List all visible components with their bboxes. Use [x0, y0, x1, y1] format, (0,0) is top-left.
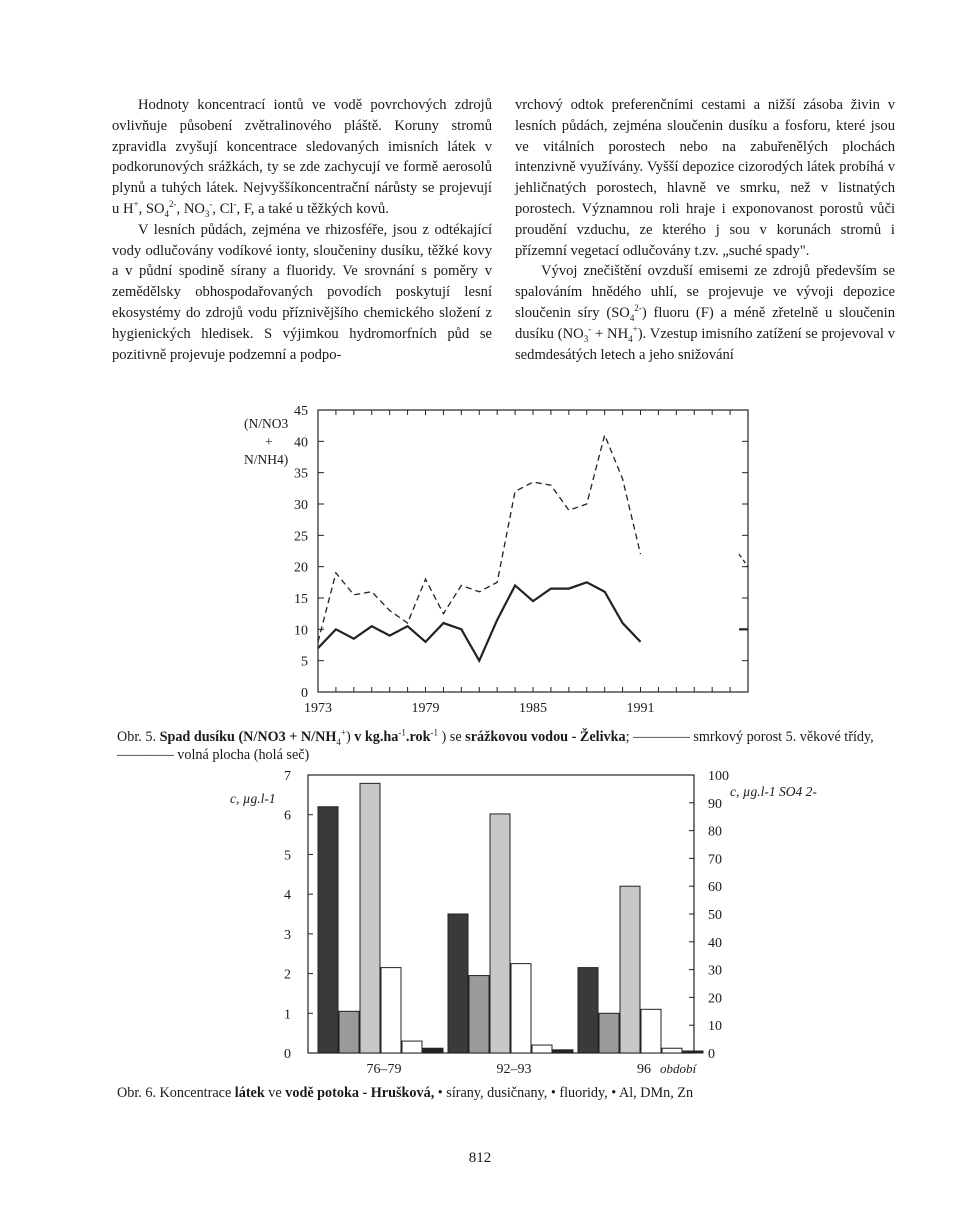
- fig5-xtick-label: 1973: [304, 701, 332, 716]
- fig6-bar-DMn: [402, 1041, 422, 1053]
- fig6-right-tick-label: 20: [708, 991, 722, 1007]
- right-paragraph-1: vrchový odtok preferenčními cestami a nižší zásoba živin v lesních půdách, zejména sloučenin dusíku a fosforu, které jsou ve vitálních porostech nebo na zabuřenělých plochách intenzivně využívány. Vyšší depozice cizorodých látek probíhá v jehličnatých porostech, hlavně ve smrku, než v listnatých porostech. Významnou roli hraje i exponovanost porostů vůči proudění vzduchu, ze kterého j sou v korunách stromů i přízemní vegetací odlučovány t.zv. „suché spady".: [515, 97, 895, 259]
- fig6-bar-Al: [578, 968, 598, 1053]
- fig6-left-tick-label: 3: [284, 927, 291, 943]
- fig6-bar-Al: [448, 914, 468, 1053]
- fig6-right-tick-label: 80: [708, 824, 722, 840]
- fig6-right-tick-label: 60: [708, 880, 722, 896]
- fig6-bar-sírany: [620, 886, 640, 1053]
- fig5-xtick-label: 1985: [519, 701, 547, 716]
- fig6-right-tick-label: 30: [708, 963, 722, 979]
- fig6-bar-sírany: [490, 814, 510, 1053]
- fig6-left-tick-label: 5: [284, 848, 291, 864]
- fig6-left-tick-label: 6: [284, 808, 291, 824]
- fig5-ytick-label: 25: [294, 529, 308, 545]
- fig6-bar-Zn: [553, 1050, 573, 1053]
- fig5-ylabel-line: (N/NO3: [244, 416, 289, 431]
- fig6-left-axis-label: c, µg.l-1: [230, 791, 276, 806]
- fig6-right-tick-label: 50: [708, 908, 722, 923]
- left-paragraph-2: V lesních půdách, zejména ve rhizosféře, jsou z odtékající vody odlučovány vodíkové ionty, sloučeniny dusíku, těžké kovy a v půdní spodině sírany a fluoridy. Ve srovnání s poměry v zemědělsky obhospodařovaných povodích poskytují lesní ekosystémy do zdrojů vodu příznivějšího chemického složení z hygienických hledisek. S výjimkou hydromorfních půd se pozitivně projevuje podzemní a podpo-: [112, 221, 492, 363]
- fig6-bar-fluoridy: [381, 968, 401, 1053]
- fig5-ytick-label: 40: [294, 435, 308, 451]
- fig6-right-tick-label: 70: [708, 852, 722, 868]
- fig5-xtick-label: 1991: [626, 701, 655, 716]
- fig5-ytick-label: 15: [294, 592, 308, 607]
- fig6-left-tick-label: 7: [284, 769, 291, 784]
- fig5-ylabel-line: +: [265, 434, 273, 449]
- left-paragraph-1: Hodnoty koncentrací iontů ve vodě povrchových zdrojů ovlivňuje působení zvětralinového pláště. Koruny stromů zpravidla zvyšují koncentrace sledovaných imisních látek v podkorunových srážkách, ty se zde zachycují ve formě aerosolů plynů a tuhých látek. Nejvyššíkoncentrační nárůsty se projevují u H+, $SO_4^{2-}$, $NO_3^-$, Cl-, F, a také u těžkých kovů.: [112, 97, 492, 219]
- right-text-column: [515, 95, 895, 365]
- fig6-frame: [308, 775, 694, 1053]
- fig6-bar-Al: [318, 807, 338, 1053]
- left-text-column: [112, 95, 492, 365]
- fig6-legend: • sírany, dusičnany, • fluoridy, • Al, DMn, Zn: [437, 1085, 694, 1101]
- fig6-bar-dusičnany: [469, 976, 489, 1053]
- fig6-right-tick-label: 40: [708, 935, 722, 951]
- fig6-right-tick-label: 10: [708, 1019, 722, 1035]
- fig5-ytick-label: 0: [301, 686, 308, 701]
- fig5-plot: [244, 404, 748, 716]
- fig5-ylabel-line: N/NH4): [244, 452, 289, 467]
- fig6-category-label: 96: [637, 1062, 651, 1077]
- fig5-ytick-label: 5: [301, 654, 308, 670]
- fig6-left-tick-label: 4: [284, 888, 291, 904]
- fig6-bar-fluoridy: [511, 964, 531, 1053]
- fig5-xtick-label: 1979: [411, 701, 440, 716]
- fig5-ytick-label: 20: [294, 560, 308, 576]
- fig6-right-tick-label: 0: [708, 1047, 715, 1062]
- fig6-bar-dusičnany: [339, 1011, 359, 1053]
- fig6-right-tick-label: 100: [708, 769, 729, 784]
- page-number: 812: [468, 1150, 492, 1166]
- fig6-bar-DMn: [532, 1045, 552, 1053]
- fig6-right-axis-label: c, µg.l-1 SO4 2-: [730, 784, 817, 799]
- fig5-ytick-label: 30: [294, 498, 308, 513]
- fig5-ytick-label: 10: [294, 623, 308, 639]
- fig5-ytick-label: 45: [294, 404, 308, 419]
- fig6-bar-fluoridy: [641, 1009, 661, 1053]
- fig5-frame: [318, 410, 748, 692]
- fig6-bar-Zn: [683, 1051, 703, 1053]
- fig6-period-label: období: [660, 1061, 697, 1076]
- fig5-series-solid: [318, 582, 641, 660]
- fig6-bar-sírany: [360, 783, 380, 1053]
- fig6-left-tick-label: 2: [284, 967, 291, 983]
- fig6-bar-dusičnany: [599, 1013, 619, 1053]
- fig6-bar-DMn: [662, 1048, 682, 1053]
- fig5-dashed-tail: [739, 554, 748, 567]
- fig6-category-label: 92–93: [496, 1062, 532, 1077]
- fig6-left-tick-label: 0: [284, 1047, 291, 1062]
- fig6-left-tick-label: 1: [284, 1007, 291, 1023]
- fig5-ytick-label: 35: [294, 466, 308, 482]
- fig5-caption: Obr. 5. Spad dusíku $(N/NO3 + N/NH_4^+)$ v $kg.ha^{-1}.rok^{-1}$ ) se srážkovou vodou - Želivka; ———— smrkový porost 5. věkové třídy, ———— volná plocha (holá seč): [117, 727, 874, 763]
- right-paragraph-2: Vývoj znečištění ovzduší emisemi ze zdrojů především se spalováním hnědého uhlí, se projevuje ve vývoji depozice sloučenin síry $(SO_4^{2-})$ fluoru (F) a méně zřetelně u sloučenin dusíku $(NO_3^- + NH_4^+)$. Vzestup imisního zatížení se projevoval v sedmdesátých letech a jeho snižování: [515, 263, 896, 363]
- fig5-series-dashed: [318, 435, 641, 642]
- fig6-right-tick-label: 90: [708, 796, 722, 812]
- fig6-bar-Zn: [423, 1048, 443, 1053]
- fig6-caption: Obr. 6. Koncentrace látek ve vodě potoka - Hrušková, • sírany, dusičnany, • fluoridy, • Al, DMn, Zn: [117, 1085, 694, 1101]
- fig6-category-label: 76–79: [366, 1062, 402, 1077]
- fig6-bar-chart: [230, 769, 817, 1077]
